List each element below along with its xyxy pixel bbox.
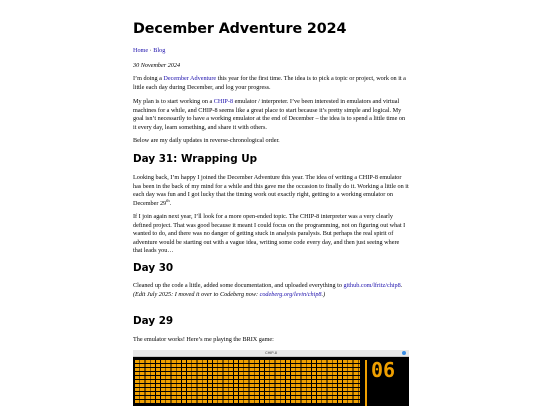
day31-heading: Day 31: Wrapping Up (133, 153, 258, 165)
nav-separator: · (148, 47, 154, 54)
brick-row (135, 384, 360, 387)
intro-text: I’m doing a (133, 75, 164, 82)
brick-row (135, 396, 360, 399)
day31-text: Looking back, I’m happy I joined the December Adventure this year. The idea of writing a CHIP-8 emulator has been in the back of my mind for a while and this gave me the occasion to finally do it. Working a little on it each day was fun and I got lucky that the timing work out exactly right, getting to a working emulator on December 29 (133, 174, 409, 207)
brick-row (135, 360, 360, 363)
ordinal-suffix: th (166, 197, 170, 203)
day30-heading: Day 30 (133, 262, 174, 274)
score-display: 06 (371, 358, 396, 382)
day31-text: . (169, 199, 172, 207)
chip8-link[interactable]: CHIP-8 (213, 98, 234, 105)
window-close-icon (402, 351, 406, 355)
edit-note: . (Edit July 2025: I moved it over to Codeberg now: (133, 282, 403, 298)
page-title: December Adventure 2024 (133, 21, 347, 37)
brick-row (135, 392, 360, 395)
edit-note: .) (321, 290, 326, 298)
playfield-wall (365, 360, 367, 406)
day31-paragraph-1 (133, 174, 409, 208)
brick-row (135, 372, 360, 375)
window-titlebar (133, 350, 409, 357)
intro-paragraph-1 (133, 75, 409, 92)
brick-row (135, 380, 360, 383)
december-adventure-link[interactable]: December Adventure (163, 75, 217, 82)
day30-text: Cleaned up the code a little, added some documentation, and uploaded everything to (133, 282, 344, 289)
intro-paragraph-2 (133, 98, 409, 132)
blog-link[interactable]: Blog (153, 47, 166, 54)
post-date: 30 November 2024 (133, 62, 181, 69)
brick-row (135, 400, 360, 403)
brick-row (135, 376, 360, 379)
brix-screenshot (133, 350, 409, 406)
brick-row (135, 388, 360, 391)
day30-paragraph (133, 282, 409, 299)
window-title: CHIP-8 (265, 350, 277, 355)
intro-text: this year for the first time. The idea is to pick a topic or project, work on it a little each day during December, and log your progress. (133, 75, 406, 91)
intro-text: My plan is to start working on a (133, 98, 214, 105)
brick-row (135, 364, 360, 367)
codeberg-link[interactable]: codeberg.org/levin/chip8 (259, 290, 322, 298)
brick-row (135, 368, 360, 371)
day31-paragraph-2: If I join again next year, I’ll look for a more open-ended topic. The CHIP-8 interpreter was a very clearly defined project. That was good because it meant I could focus on the programming, not on figuring out what I wanted to do, and there was no danger of getting stuck in analysis paralysis. But perhaps the real spirit of adventure would be starting out with a vague idea, writing some code every day, and then just seeing where that leads you… (133, 213, 406, 255)
github-link[interactable]: github.com/lfritz/chip8 (343, 282, 401, 289)
day29-paragraph: The emulator works! Here’s me playing the BRIX game: (133, 336, 274, 343)
intro-paragraph-3: Below are my daily updates in reverse-chronological order. (133, 137, 280, 144)
day29-heading: Day 29 (133, 315, 174, 327)
home-link[interactable]: Home (133, 47, 149, 54)
intro-text: emulator / interpreter. I’ve been interested in emulators and virtual machines for a while, and CHIP-8 seems like a great place to start because it’s pretty simple and logical. My goal isn’t necessarily to have a working emulator at the end of December – the idea is to spend a little time on it every day, learn something, and share it with others. (133, 98, 406, 131)
breadcrumb (133, 47, 409, 56)
